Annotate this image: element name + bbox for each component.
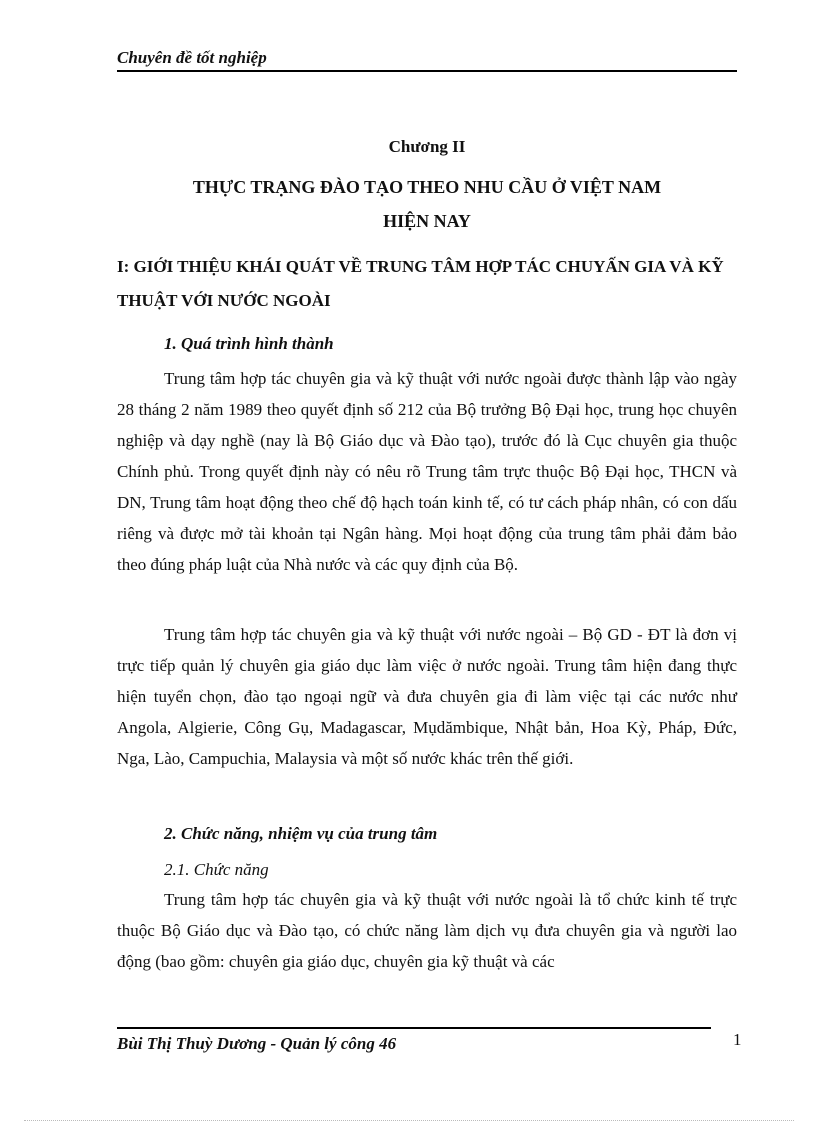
page-number: 1 (733, 1030, 742, 1049)
subsection-heading-2: 2. Chức năng, nhiệm vụ của trung tâm (164, 824, 438, 843)
paragraph-3: Trung tâm hợp tác chuyên gia và kỹ thuật với nước ngoài là tổ chức kinh tế trực thuộc Bộ Giáo dục và Đào tạo, có chức năng làm dịch vụ đưa chuyên gia và người lao động (bao gồm: chuyên gia giáo dục, chuyên gia kỹ thuật và các (117, 890, 737, 971)
paragraph-2: Trung tâm hợp tác chuyên gia và kỹ thuật với nước ngoài – Bộ GD - ĐT là đơn vị trực tiếp quản lý chuyên gia giáo dục làm việc ở nước ngoài. Trung tâm hiện đang thực hiện tuyển chọn, đào tạo ngoại ngữ và đưa chuyên gia đi làm việc tại các nước như Angola, Algierie, Công Gụ, Madagascar, Mụdămbique, Nhật bản, Hoa Kỳ, Pháp, Đức, Nga, Lào, Campuchia, Malaysia và một số nước khác trên thế giới. (117, 625, 737, 768)
paragraph-1: Trung tâm hợp tác chuyên gia và kỹ thuật với nước ngoài được thành lập vào ngày 28 tháng 2 năm 1989 theo quyết định số 212 của Bộ trưởng Bộ Đại học, trung học chuyên nghiệp và dạy nghề (nay là Bộ Giáo dục và Đào tạo), trước đó là Cục chuyên gia thuộc Chính phủ. Trong quyết định này có nêu rõ Trung tâm trực thuộc Bộ Đại học, THCN và DN, Trung tâm hoạt động theo chế độ hạch toán kinh tế, có tư cách pháp nhân, có con dấu riêng và được mở tài khoản tại Ngân hàng. Mọi hoạt động của trung tâm phải đảm bảo theo đúng pháp luật của Nhà nước và các quy định của Bộ. (117, 369, 737, 574)
section-heading: I: GIỚI THIỆU KHÁI QUÁT VỀ TRUNG TÂM HỢP TÁC CHUYẤN GIA VÀ KỸ THUẬT VỚI NƯỚC NGOÀI (117, 257, 724, 310)
page-header: Chuyên đề tốt nghiệp (117, 48, 737, 72)
footer-author: Bùi Thị Thuỳ Dương - Quản lý công 46 (117, 1034, 397, 1053)
chapter-title-line1: THỰC TRẠNG ĐÀO TẠO THEO NHU CẦU Ở VIỆT NAM (192, 177, 662, 197)
page-bottom-divider (24, 1120, 794, 1121)
subsection-heading-1: 1. Quá trình hình thành (164, 334, 334, 353)
chapter-label: Chương II (388, 137, 466, 156)
subsection-heading-2-1: 2.1. Chức năng (164, 860, 269, 879)
chapter-title-line2: HIỆN NAY (383, 211, 471, 231)
footer-divider (117, 1027, 711, 1029)
